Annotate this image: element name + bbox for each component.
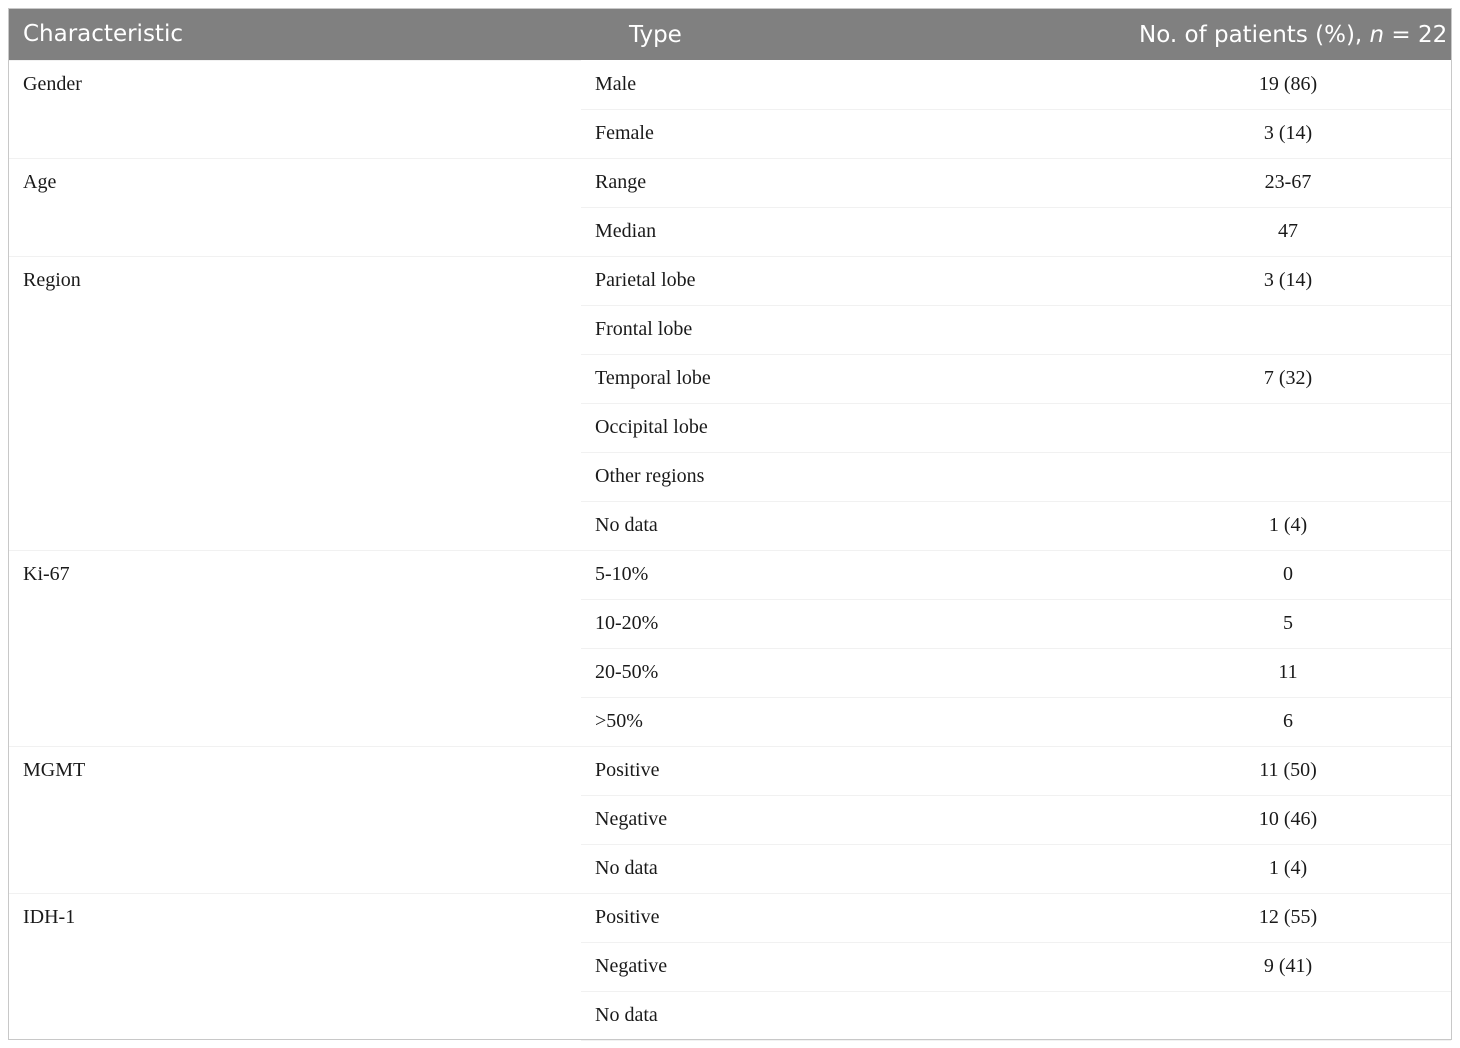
cell-characteristic bbox=[9, 697, 581, 746]
cell-type: Other regions bbox=[581, 452, 1125, 501]
cell-characteristic bbox=[9, 991, 581, 1040]
cell-patient-count: 10 (46) bbox=[1125, 795, 1451, 844]
cell-patient-count: 23-67 bbox=[1125, 158, 1451, 207]
cell-characteristic: MGMT bbox=[9, 746, 581, 795]
table-header-row bbox=[9, 9, 1451, 60]
cell-patient-count bbox=[1125, 991, 1451, 1040]
cell-type: Temporal lobe bbox=[581, 354, 1125, 403]
cell-characteristic bbox=[9, 109, 581, 158]
header-count-n: n bbox=[1369, 21, 1385, 48]
table-row bbox=[9, 991, 1451, 1040]
table-row bbox=[9, 697, 1451, 746]
cell-type: Occipital lobe bbox=[581, 403, 1125, 452]
table-row bbox=[9, 599, 1451, 648]
cell-characteristic bbox=[9, 354, 581, 403]
cell-characteristic: IDH-1 bbox=[9, 893, 581, 942]
cell-characteristic bbox=[9, 844, 581, 893]
cell-type: 5-10% bbox=[581, 550, 1125, 599]
cell-patient-count: 19 (86) bbox=[1125, 60, 1451, 109]
cell-patient-count: 9 (41) bbox=[1125, 942, 1451, 991]
cell-patient-count bbox=[1125, 452, 1451, 501]
cell-type: 10-20% bbox=[581, 599, 1125, 648]
table-row bbox=[9, 354, 1451, 403]
cell-type: Negative bbox=[581, 795, 1125, 844]
cell-patient-count: 6 bbox=[1125, 697, 1451, 746]
table-row bbox=[9, 109, 1451, 158]
cell-type: Positive bbox=[581, 746, 1125, 795]
cell-patient-count bbox=[1125, 305, 1451, 354]
cell-characteristic: Ki-67 bbox=[9, 550, 581, 599]
cell-characteristic bbox=[9, 795, 581, 844]
cell-patient-count: 1 (4) bbox=[1125, 501, 1451, 550]
cell-patient-count: 3 (14) bbox=[1125, 109, 1451, 158]
patient-characteristics-table bbox=[8, 8, 1452, 1040]
table-row bbox=[9, 207, 1451, 256]
cell-patient-count: 1 (4) bbox=[1125, 844, 1451, 893]
table-row bbox=[9, 60, 1451, 109]
cell-patient-count bbox=[1125, 403, 1451, 452]
table-row bbox=[9, 893, 1451, 942]
cell-characteristic: Region bbox=[9, 256, 581, 305]
cell-characteristic: Age bbox=[9, 158, 581, 207]
cell-patient-count: 47 bbox=[1125, 207, 1451, 256]
cell-characteristic bbox=[9, 501, 581, 550]
cell-characteristic bbox=[9, 599, 581, 648]
cell-type: Frontal lobe bbox=[581, 305, 1125, 354]
header-characteristic: Characteristic bbox=[23, 21, 183, 48]
table-row bbox=[9, 550, 1451, 599]
table-row bbox=[9, 648, 1451, 697]
cell-type: Parietal lobe bbox=[581, 256, 1125, 305]
cell-patient-count: 7 (32) bbox=[1125, 354, 1451, 403]
cell-patient-count: 11 (50) bbox=[1125, 746, 1451, 795]
cell-type: Range bbox=[581, 158, 1125, 207]
cell-type: Median bbox=[581, 207, 1125, 256]
table-row bbox=[9, 795, 1451, 844]
cell-type: No data bbox=[581, 991, 1125, 1040]
table-row bbox=[9, 158, 1451, 207]
cell-patient-count: 3 (14) bbox=[1125, 256, 1451, 305]
cell-type: Female bbox=[581, 109, 1125, 158]
cell-type: 20-50% bbox=[581, 648, 1125, 697]
table-row bbox=[9, 942, 1451, 991]
header-type: Type bbox=[629, 21, 682, 48]
cell-characteristic bbox=[9, 403, 581, 452]
cell-type: Male bbox=[581, 60, 1125, 109]
table-row bbox=[9, 305, 1451, 354]
cell-type: Positive bbox=[581, 893, 1125, 942]
cell-type: No data bbox=[581, 501, 1125, 550]
table-row bbox=[9, 403, 1451, 452]
cell-characteristic bbox=[9, 305, 581, 354]
data-table bbox=[9, 9, 1451, 1041]
cell-type: >50% bbox=[581, 697, 1125, 746]
cell-patient-count: 5 bbox=[1125, 599, 1451, 648]
cell-type: Negative bbox=[581, 942, 1125, 991]
cell-characteristic bbox=[9, 207, 581, 256]
table-body bbox=[9, 60, 1451, 1040]
table-row bbox=[9, 452, 1451, 501]
header-count-prefix: No. of patients (%), bbox=[1139, 21, 1370, 48]
table-row bbox=[9, 844, 1451, 893]
cell-patient-count: 0 bbox=[1125, 550, 1451, 599]
cell-patient-count: 11 bbox=[1125, 648, 1451, 697]
cell-type: No data bbox=[581, 844, 1125, 893]
cell-characteristic bbox=[9, 452, 581, 501]
table-row bbox=[9, 746, 1451, 795]
table-row bbox=[9, 501, 1451, 550]
cell-patient-count: 12 (55) bbox=[1125, 893, 1451, 942]
cell-characteristic bbox=[9, 648, 581, 697]
cell-characteristic bbox=[9, 942, 581, 991]
cell-characteristic: Gender bbox=[9, 60, 581, 109]
header-patient-count bbox=[1125, 9, 1451, 60]
header-count-suffix: = 22 bbox=[1384, 21, 1448, 48]
table-row bbox=[9, 256, 1451, 305]
